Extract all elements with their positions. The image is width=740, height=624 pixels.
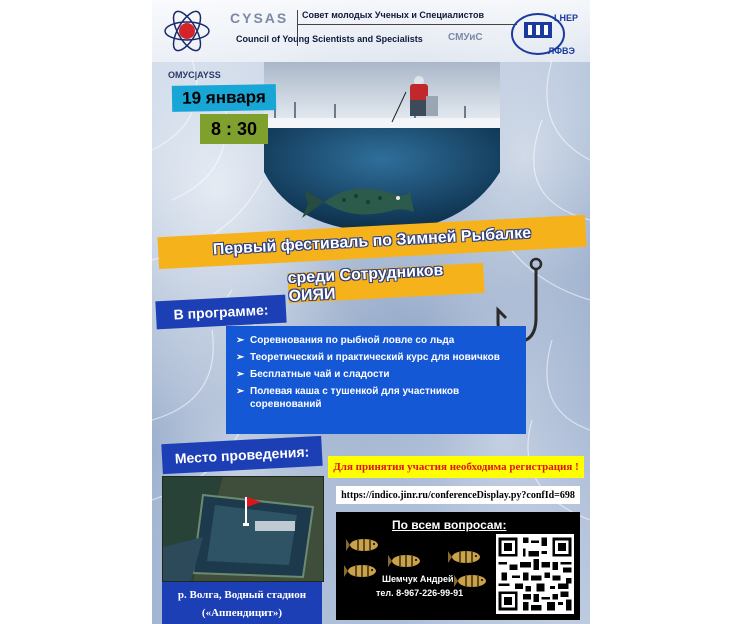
perch-fish-icon (448, 548, 488, 566)
place-caption-line1: р. Волга, Водный стадион (177, 589, 307, 601)
event-date: 19 января (172, 84, 276, 112)
contact-title: По всем вопросам: (392, 518, 507, 532)
perch-fish-icon (344, 562, 384, 580)
lhep-logo-icon (508, 8, 580, 58)
qr-code-icon[interactable] (496, 534, 574, 614)
ayss-atom-logo-icon (162, 6, 212, 56)
venue-map (162, 476, 324, 582)
header-divider (297, 24, 517, 25)
program-item: ➢ Полевая каша с тушенкой для участников соревнований (236, 385, 516, 411)
contact-box (336, 512, 580, 620)
program-label: В программе: (155, 295, 286, 330)
program-item: ➢ Теоретический и практический курс для новичков (236, 351, 516, 364)
place-caption (162, 582, 322, 624)
place-caption-line2: («Аппендицит») (201, 607, 283, 619)
program-item: ➢ Бесплатные чай и сладости (236, 368, 516, 381)
venue-map-image (163, 477, 323, 581)
lfve-text: ЛФВЭ (548, 46, 575, 56)
omus-label: ОМУС|AYSS (168, 70, 221, 80)
council-name-en: Council of Young Scientists and Specialists (236, 34, 423, 44)
council-name-ru: Совет молодых Ученых и Специалистов (302, 10, 484, 20)
registration-link[interactable]: https://indico.jinr.ru/conferenceDisplay.py?confId=698 (336, 486, 580, 504)
ice-fishing-scene (264, 62, 500, 232)
program-list (236, 334, 516, 411)
registration-notice: Для принятия участия необходима регистрация ! (328, 456, 584, 478)
contact-phone: тел. 8-967-226-99-91 (376, 588, 464, 598)
place-label: Место проведения: (161, 436, 322, 474)
perch-fish-icon (388, 552, 428, 570)
cysas-logo-text: CYSAS (230, 10, 289, 26)
perch-fish-icon (346, 536, 386, 554)
program-box (226, 326, 526, 434)
program-item: ➢ Соревнования по рыбной ловле со льда (236, 334, 516, 347)
event-title-line2: среди Сотрудников ОИЯИ (287, 263, 484, 303)
smuis-logo-text: СМУиС (448, 32, 483, 43)
lhep-text: LHEP (554, 13, 579, 23)
poster (152, 0, 590, 624)
event-time: 8 : 30 (200, 114, 268, 144)
contact-name: Шемчук Андрей (382, 574, 454, 584)
event-title-line1: Первый фестиваль по Зимней Рыбалке (157, 215, 586, 269)
